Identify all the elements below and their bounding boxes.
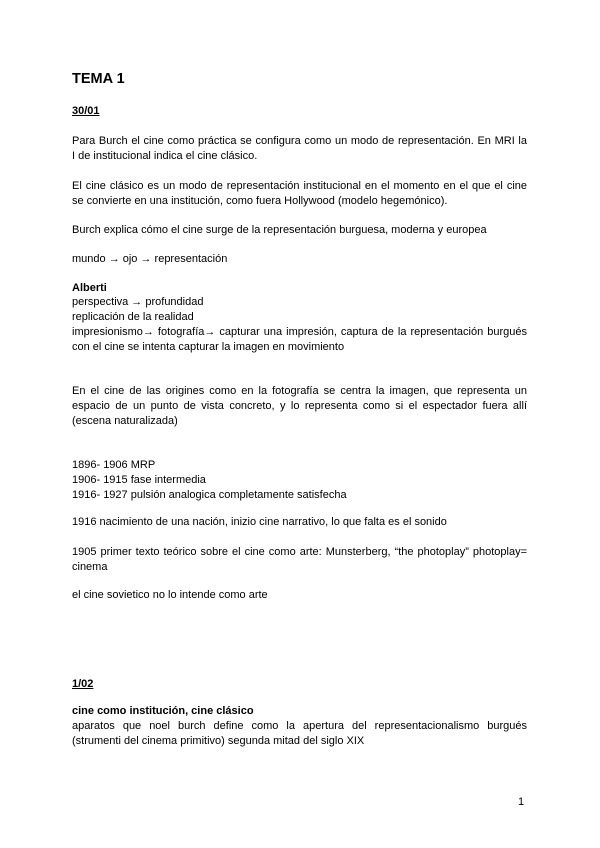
timeline-item-2: 1906- 1915 fase intermedia	[72, 474, 206, 486]
paragraph-1-line-2: I de institucional indica el cine clásico.	[72, 150, 258, 162]
page-number: 1	[518, 796, 525, 808]
section-2-line-1: aparatos que noel burch define como la apertura del representacionalismo burgués	[72, 720, 527, 732]
alberti-line-1: perspectiva → profundidad	[72, 296, 204, 308]
paragraph-8: el cine sovietico no lo intende como arte	[72, 589, 268, 601]
paragraph-4: mundo → ojo → representación	[72, 253, 228, 265]
date-heading-1: 30/01	[72, 105, 100, 117]
alberti-line-4: con el cine se intenta capturar la imagen en movimiento	[72, 341, 345, 353]
paragraph-2-line-2: se convierte en una institución, como fuera Hollywood (modelo hegemónico).	[72, 195, 448, 207]
paragraph-7-line-1: 1905 primer texto teórico sobre el cine como arte: Munsterberg, “the photoplay” photoplay=	[72, 546, 527, 558]
paragraph-5-line-3: (escena naturalizada)	[72, 415, 178, 427]
date-heading-2: 1/02	[72, 678, 94, 690]
paragraph-2-line-1: El cine clásico es un modo de representación institucional en el momento en el que el cine	[72, 180, 527, 192]
paragraph-5-line-1: En el cine de las origines como en la fotografía se centra la imagen, que representa un	[72, 385, 527, 397]
section-2-line-2: (strumenti del cinema primitivo) segunda mitad del siglo XIX	[72, 735, 365, 747]
timeline-item-1: 1896- 1906 MRP	[72, 459, 156, 471]
alberti-heading: Alberti	[72, 282, 107, 294]
paragraph-1-line-1: Para Burch el cine como práctica se configura como un modo de representación. En MRI la	[72, 135, 527, 147]
paragraph-7-line-2: cinema	[72, 561, 108, 573]
paragraph-6: 1916 nacimiento de una nación, inizio cine narrativo, lo que falta es el sonido	[72, 516, 447, 528]
alberti-line-2: replicación de la realidad	[72, 311, 194, 323]
alberti-line-3: impresionismo→ fotografía→ capturar una impresión, captura de la representación burgués	[72, 326, 527, 338]
page-title: TEMA 1	[72, 71, 125, 87]
timeline-item-3: 1916- 1927 pulsión analogica completamente satisfecha	[72, 489, 347, 501]
section-2-heading: cine como institución, cine clásico	[72, 705, 254, 717]
paragraph-3: Burch explica cómo el cine surge de la representación burguesa, moderna y europea	[72, 224, 487, 236]
paragraph-5-line-2: espacio de un punto de vista concreto, y lo representa como si el espectador fuera allí	[72, 400, 527, 412]
